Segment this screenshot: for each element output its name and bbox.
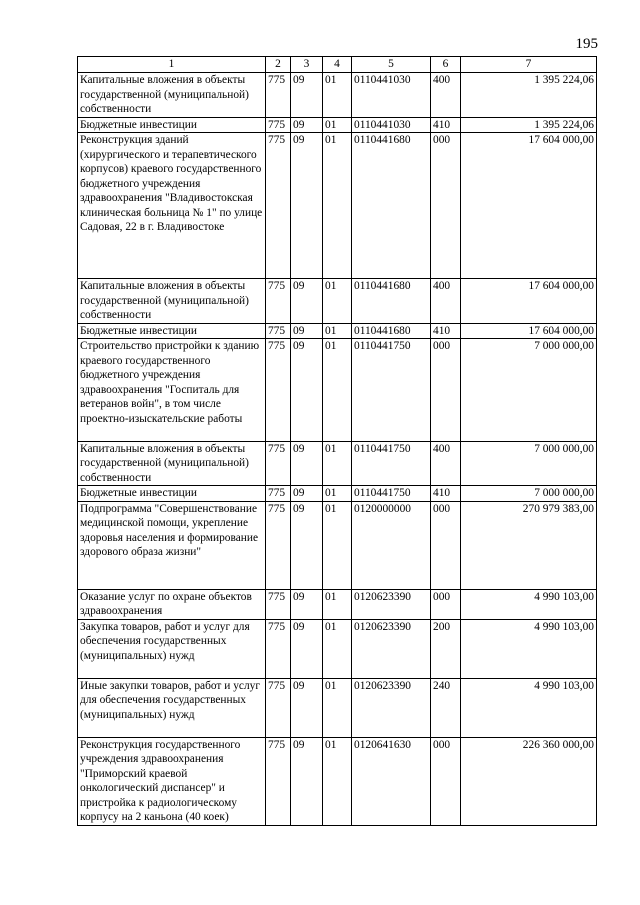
subsection-code: 01 [323,619,352,678]
amount: 7 000 000,00 [461,486,597,502]
section-code: 09 [291,279,323,324]
section-code: 09 [291,323,323,339]
ministry-code: 775 [266,73,291,118]
target-article-code: 0120000000 [352,501,431,589]
target-article-code: 0110441030 [352,117,431,133]
target-article-code: 0110441750 [352,339,431,442]
item-name: Бюджетные инвестиции [78,323,266,339]
column-number-row [78,57,597,73]
expense-type-code: 000 [431,737,461,825]
expense-type-code: 410 [431,117,461,133]
subsection-code: 01 [323,737,352,825]
expense-type-code: 200 [431,619,461,678]
column-header: 3 [291,57,323,73]
table-row [78,589,597,619]
item-name: Бюджетные инвестиции [78,486,266,502]
amount: 7 000 000,00 [461,339,597,442]
subsection-code: 01 [323,501,352,589]
target-article-code: 0110441680 [352,279,431,324]
page-number: 195 [575,36,598,52]
item-name: Капитальные вложения в объекты государственной (муниципальной) собственности [78,441,266,486]
ministry-code: 775 [266,323,291,339]
item-name: Капитальные вложения в объекты государственной (муниципальной) собственности [78,279,266,324]
table-row [78,501,597,589]
subsection-code: 01 [323,589,352,619]
amount: 1 395 224,06 [461,73,597,118]
ministry-code: 775 [266,678,291,737]
table-row [78,486,597,502]
expense-type-code: 000 [431,339,461,442]
item-name: Закупка товаров, работ и услуг для обеспечения государственных (муниципальных) нужд [78,619,266,678]
table-row [78,133,597,279]
ministry-code: 775 [266,737,291,825]
ministry-code: 775 [266,486,291,502]
section-code: 09 [291,501,323,589]
table-row [78,339,597,442]
subsection-code: 01 [323,73,352,118]
item-name: Подпрограмма "Совершенствование медицинской помощи, укрепление здоровья населения и формирование здорового образа жизни" [78,501,266,589]
section-code: 09 [291,133,323,279]
amount: 1 395 224,06 [461,117,597,133]
section-code: 09 [291,339,323,442]
amount: 17 604 000,00 [461,279,597,324]
expense-type-code: 240 [431,678,461,737]
table-row [78,678,597,737]
target-article-code: 0110441680 [352,323,431,339]
amount: 17 604 000,00 [461,323,597,339]
expense-type-code: 400 [431,279,461,324]
amount: 270 979 383,00 [461,501,597,589]
target-article-code: 0110441750 [352,486,431,502]
subsection-code: 01 [323,323,352,339]
expense-type-code: 410 [431,486,461,502]
amount: 4 990 103,00 [461,589,597,619]
table-row [78,73,597,118]
ministry-code: 775 [266,117,291,133]
target-article-code: 0120623390 [352,589,431,619]
column-header: 5 [352,57,431,73]
item-name: Строительство пристройки к зданию краевого государственного бюджетного учреждения здравоохранения "Госпиталь для ветеранов войн", в том числе проектно-изыскательские работы [78,339,266,442]
amount: 4 990 103,00 [461,619,597,678]
item-name: Бюджетные инвестиции [78,117,266,133]
section-code: 09 [291,737,323,825]
table-row [78,323,597,339]
column-header: 2 [266,57,291,73]
item-name: Реконструкция зданий (хирургического и терапевтического корпусов) краевого государственного бюджетного учреждения здравоохранения "Владивостокская клиническая больница № 1" по улице Садовая, 22 в г. Владивостоке [78,133,266,279]
target-article-code: 0120623390 [352,619,431,678]
expense-type-code: 000 [431,133,461,279]
subsection-code: 01 [323,678,352,737]
subsection-code: 01 [323,339,352,442]
ministry-code: 775 [266,619,291,678]
ministry-code: 775 [266,279,291,324]
table-body [78,73,597,826]
column-header: 1 [78,57,266,73]
section-code: 09 [291,73,323,118]
ministry-code: 775 [266,133,291,279]
table-row [78,619,597,678]
section-code: 09 [291,441,323,486]
section-code: 09 [291,486,323,502]
target-article-code: 0110441680 [352,133,431,279]
amount: 226 360 000,00 [461,737,597,825]
subsection-code: 01 [323,279,352,324]
target-article-code: 0110441030 [352,73,431,118]
item-name: Иные закупки товаров, работ и услуг для обеспечения государственных (муниципальных) нужд [78,678,266,737]
expense-type-code: 000 [431,589,461,619]
expense-type-code: 400 [431,441,461,486]
table-row [78,117,597,133]
subsection-code: 01 [323,133,352,279]
table-row [78,737,597,825]
table-row [78,279,597,324]
column-header: 7 [461,57,597,73]
expense-type-code: 400 [431,73,461,118]
section-code: 09 [291,619,323,678]
section-code: 09 [291,678,323,737]
table-row [78,441,597,486]
subsection-code: 01 [323,441,352,486]
budget-table [77,56,597,826]
column-header: 6 [431,57,461,73]
amount: 7 000 000,00 [461,441,597,486]
subsection-code: 01 [323,117,352,133]
item-name: Реконструкция государственного учреждения здравоохранения "Приморский краевой онкологический диспансер" и пристройка к радиологическому корпусу на 2 каньона (40 коек) [78,737,266,825]
column-header: 4 [323,57,352,73]
ministry-code: 775 [266,589,291,619]
amount: 4 990 103,00 [461,678,597,737]
item-name: Капитальные вложения в объекты государственной (муниципальной) собственности [78,73,266,118]
ministry-code: 775 [266,441,291,486]
section-code: 09 [291,117,323,133]
target-article-code: 0110441750 [352,441,431,486]
ministry-code: 775 [266,339,291,442]
target-article-code: 0120623390 [352,678,431,737]
target-article-code: 0120641630 [352,737,431,825]
item-name: Оказание услуг по охране объектов здравоохранения [78,589,266,619]
subsection-code: 01 [323,486,352,502]
expense-type-code: 410 [431,323,461,339]
amount: 17 604 000,00 [461,133,597,279]
section-code: 09 [291,589,323,619]
expense-type-code: 000 [431,501,461,589]
ministry-code: 775 [266,501,291,589]
